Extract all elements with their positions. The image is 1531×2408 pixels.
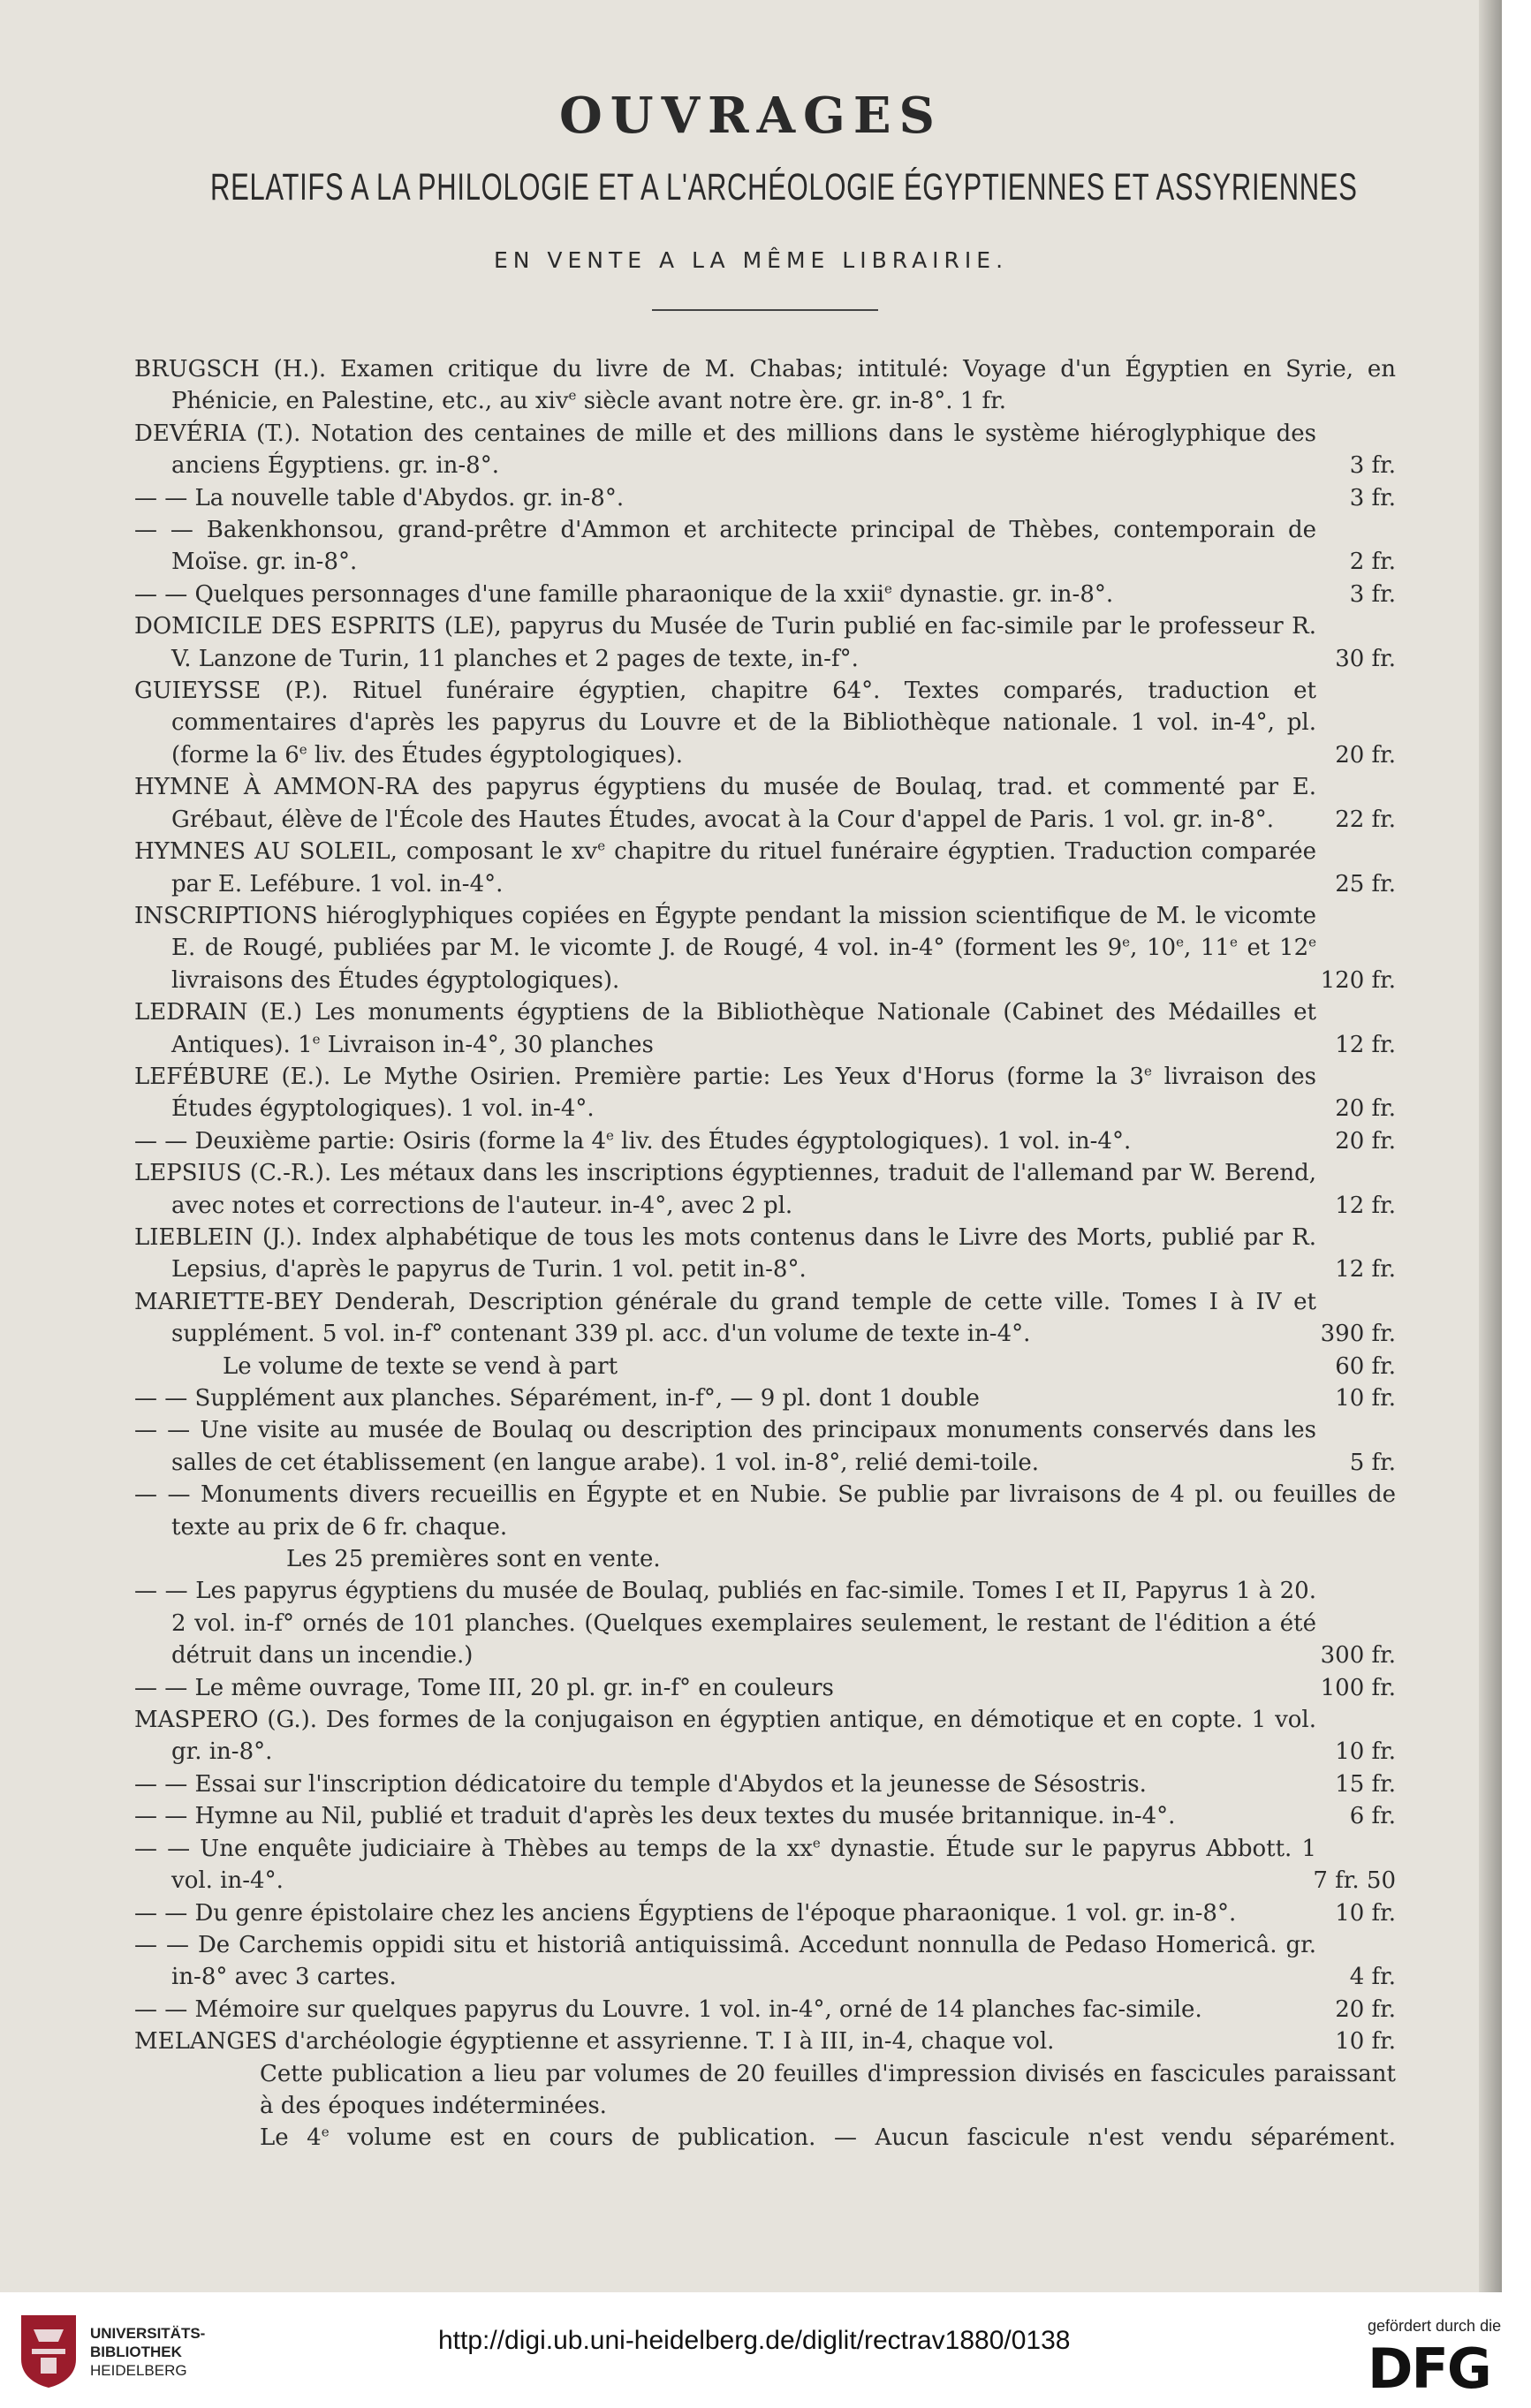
catalogue-entry	[134, 353, 1396, 418]
catalogue-entry	[134, 996, 1396, 1061]
entry-price: 30 fr.	[1335, 645, 1396, 672]
catalogue-entry	[134, 1575, 1396, 1671]
catalogue-entry	[134, 1157, 1396, 1222]
entry-text: HYMNES AU SOLEIL, composant le $xv^e$ chapitre du rituel funéraire égyptien. Traduction comparée par E. Lefébure. 1 vol. in-4°.	[134, 837, 1316, 897]
catalogue-entry	[134, 1543, 1396, 1575]
entry-text: DEVÉRIA (T.). Notation des centaines de mille et des millions dans le système hiéroglyphique des anciens Égyptiens. gr. in-8°.	[134, 420, 1316, 480]
entry-price: 2 fr.	[1349, 549, 1396, 576]
catalogue-entry	[134, 1897, 1396, 1929]
catalogue-entry	[134, 1351, 1396, 1382]
catalogue-entry	[134, 675, 1396, 771]
entry-price: 100 fr.	[1320, 1674, 1396, 1701]
entry-text: — — Mémoire sur quelques papyrus du Louvre. 1 vol. in-4°, orné de 14 planches fac-simile.	[134, 1995, 1202, 2023]
entry-text: — — Essai sur l'inscription dédicatoire du temple d'Abydos et la jeunesse de Sésostris.	[134, 1770, 1147, 1798]
entry-price: 120 fr.	[1320, 966, 1396, 994]
entry-text: — — Supplément aux planches. Séparément, in-f°, — 9 pl. dont 1 double	[134, 1385, 980, 1412]
catalogue-entry	[134, 1833, 1396, 1897]
catalogue-entry	[134, 900, 1396, 996]
entry-price: 20 fr.	[1335, 741, 1396, 769]
footer-bar	[0, 2292, 1531, 2408]
entry-price: 6 fr.	[1349, 1803, 1396, 1830]
entry-price: 10 fr.	[1335, 1899, 1396, 1927]
entry-text: — — La nouvelle table d'Abydos. gr. in-8°.	[134, 484, 625, 511]
entry-price: 60 fr.	[1335, 1352, 1396, 1380]
entry-price: 12 fr.	[1335, 1031, 1396, 1058]
entry-text: — — Le même ouvrage, Tome III, 20 pl. gr. in-f° en couleurs	[134, 1674, 834, 1701]
catalogue-entry	[134, 1286, 1396, 1351]
entry-text: — — De Carchemis oppidi situ et historiâ antiquissimâ. Accedunt nonnulla de Pedaso Homericâ. gr. in-8° avec 3 cartes.	[134, 1931, 1316, 1991]
entry-text: — — Hymne au Nil, publié et traduit d'après les deux textes du musée britannique. in-4°.	[134, 1803, 1176, 1830]
entry-text: GUIEYSSE (P.). Rituel funéraire égyptien, chapitre 64°. Textes comparés, traduction et commentaires d'après les papyrus du Louvre et de la Bibliothèque nationale. 1 vol. in-4°, pl. (forme la 6e liv. des Études égyptologiques).	[134, 678, 1316, 769]
entry-text: Le volume de texte se vend à part	[223, 1352, 618, 1380]
entry-price: 10 fr.	[1335, 2028, 1396, 2056]
entry-price: 25 fr.	[1335, 870, 1396, 897]
source-url[interactable]: http://digi.ub.uni-heidelberg.de/diglit/rectrav1880/0138	[438, 2326, 1071, 2355]
library-name-line: HEIDELBERG	[90, 2362, 187, 2379]
catalogue-entry	[134, 1479, 1396, 1543]
entry-price: 390 fr.	[1320, 1321, 1396, 1348]
catalogue-entry	[134, 1768, 1396, 1800]
catalogue-entry	[134, 1061, 1396, 1125]
entry-text: MELANGES d'archéologie égyptienne et assyrienne. T. I à III, in-4, chaque vol.	[134, 2028, 1055, 2056]
catalogue-entry	[134, 1125, 1396, 1157]
entry-text: Le 4e volume est en cours de publication. — Aucun fascicule n'est vendu séparément.	[260, 2124, 1396, 2152]
catalogue-entry	[134, 2058, 1396, 2123]
entry-price: 10 fr.	[1335, 1738, 1396, 1766]
entry-price: 20 fr.	[1335, 1127, 1396, 1155]
entry-text: MASPERO (G.). Des formes de la conjugaison en égyptien antique, en démotique et en copte. 1 vol. gr. in-8°.	[134, 1707, 1316, 1766]
entry-text: MARIETTE-BEY Denderah, Description générale du grand temple de cette ville. Tomes I à IV et supplément. 5 vol. in-f° contenant 339 pl. acc. d'un volume de texte in-4°.	[134, 1288, 1316, 1348]
dfg-logo-text: DFG	[1368, 2342, 1490, 2391]
funding-caption: gefördert durch die	[1368, 2317, 1502, 2335]
entry-price: 15 fr.	[1335, 1770, 1396, 1798]
entry-text: — — Quelques personnages d'une famille pharaonique de la xxii$^e$ dynastie. gr. in-8°.	[134, 580, 1114, 608]
catalogue-entry	[134, 610, 1396, 675]
entry-text: LEPSIUS (C.-R.). Les métaux dans les inscriptions égyptiennes, traduit de l'allemand par W. Berend, avec notes et corrections de l'auteur. in-4°, avec 2 pl.	[134, 1160, 1316, 1219]
entry-price: 10 fr.	[1335, 1385, 1396, 1412]
entry-price: 20 fr.	[1335, 1095, 1396, 1123]
catalogue-entry	[134, 1994, 1396, 2026]
entry-price: 3 fr.	[1349, 484, 1396, 511]
entry-price: 22 fr.	[1335, 806, 1396, 833]
catalogue-entry	[134, 771, 1396, 836]
entry-text: — — Monuments divers recueillis en Égypte et en Nubie. Se publie par livraisons de 4 pl. ou feuilles de texte au prix de 6 fr. chaque.	[134, 1481, 1396, 1541]
catalogue-entry	[134, 482, 1396, 514]
entry-text: — — Deuxième partie: Osiris (forme la 4e liv. des Études égyptologiques). 1 vol. in-4°.	[134, 1127, 1132, 1155]
entry-price: 4 fr.	[1349, 1964, 1396, 1991]
dfg-logo-icon	[1368, 2342, 1509, 2391]
catalogue-entry	[134, 1929, 1396, 1994]
catalogue-entry	[134, 1672, 1396, 1704]
entry-text: LEFÉBURE (E.). Le Mythe Osirien. Première partie: Les Yeux d'Horus (forme la 3e livraison des Études égyptologiques). 1 vol. in-4°.	[134, 1063, 1316, 1123]
entry-text: DOMICILE DES ESPRITS (LE), papyrus du Musée de Turin publié en fac-simile par le professeur R. V. Lanzone de Turin, 11 planches et 2 pages de texte, in-f°.	[134, 613, 1316, 672]
catalogue-entry	[134, 1382, 1396, 1414]
entry-text: LIEBLEIN (J.). Index alphabétique de tous les mots contenus dans le Livre des Morts, publié par R. Lepsius, d'après le papyrus de Turin. 1 vol. petit in-8°.	[134, 1223, 1316, 1284]
library-name-line: BIBLIOTHEK	[90, 2344, 182, 2360]
entry-text: HYMNE À AMMON-RA des papyrus égyptiens du musée de Boulaq, trad. et commenté par E. Grébaut, élève de l'École des Hautes Études, avocat à la Cour d'appel de Paris. 1 vol. gr. in-8°.	[134, 774, 1316, 833]
entry-text: Les 25 premières sont en vente.	[286, 1546, 661, 1573]
entry-text: — — Bakenkhonsou, grand-prêtre d'Ammon et architecte principal de Thèbes, contemporain de Moïse. gr. in-8°.	[134, 517, 1316, 576]
catalogue-entry	[134, 1222, 1396, 1286]
title-rule	[652, 309, 878, 311]
entry-text: — — Une visite au musée de Boulaq ou description des principaux monuments conservés dans les salles de cet établissement (en langue arabe). 1 vol. in-8°, relié demi-toile.	[134, 1417, 1316, 1476]
entry-text: — — Les papyrus égyptiens du musée de Boulaq, publiés en fac-simile. Tomes I et II, Papyrus 1 à 20. 2 vol. in-f° ornés de 101 planches. (Quelques exemplaires seulement, le restant de l'édition a été détruit dans un incendie.)	[134, 1578, 1316, 1670]
catalogue-entry	[134, 836, 1396, 900]
entry-text: BRUGSCH (H.). Examen critique du livre de M. Chabas; intitulé: Voyage d'un Égyptien en Syrie, en Phénicie, en Palestine, etc., au xiv$^e$ siècle avant notre ère. gr. in-8°. 1 fr.	[134, 356, 1396, 415]
university-library-logo-icon	[16, 2313, 81, 2389]
entry-price: 5 fr.	[1349, 1449, 1396, 1476]
catalogue-entry	[134, 418, 1396, 482]
entry-price: 300 fr.	[1320, 1642, 1396, 1670]
entry-price: 12 fr.	[1335, 1256, 1396, 1284]
page-subline: EN VENTE A LA MÊME LIBRAIRIE.	[493, 247, 1009, 273]
library-name-line: UNIVERSITÄTS-	[90, 2325, 206, 2342]
catalogue-entry	[134, 1414, 1396, 1479]
entry-price: 3 fr.	[1349, 452, 1396, 480]
catalogue-list	[134, 353, 1396, 2154]
entry-text: Cette publication a lieu par volumes de 20 feuilles d'impression divisés en fascicules paraissant à des époques indéterminées.	[260, 2060, 1396, 2119]
entry-price: 12 fr.	[1335, 1192, 1396, 1219]
entry-text: — — Du genre épistolaire chez les anciens Égyptiens de l'époque pharaonique. 1 vol. gr. in-8°.	[134, 1899, 1237, 1927]
entry-price: 7 fr. 50	[1313, 1867, 1396, 1895]
entry-price: 20 fr.	[1335, 1995, 1396, 2023]
entry-text: — — Une enquête judiciaire à Thèbes au temps de la $xx^e$ dynastie. Étude sur le papyrus Abbott. 1 vol. in-4°.	[134, 1835, 1316, 1895]
library-name	[90, 2324, 205, 2380]
catalogue-entry	[134, 514, 1396, 579]
entry-text: INSCRIPTIONS hiéroglyphiques copiées en Égypte pendant la mission scientifique de M. le vicomte E. de Rougé, publiées par M. le vicomte J. de Rougé, 4 vol. in-4° (forment les 9e, 10e, 11e et 12e livraisons des Études égyptologiques).	[134, 902, 1316, 994]
catalogue-entry	[134, 2122, 1396, 2154]
catalogue-entry	[134, 579, 1396, 610]
catalogue-entry	[134, 1704, 1396, 1768]
page-title: OUVRAGES	[558, 87, 943, 145]
entry-price: 3 fr.	[1349, 580, 1396, 608]
catalogue-entry	[134, 1800, 1396, 1832]
page-subtitle: RELATIFS A LA PHILOLOGIE ET A L'ARCHÉOLOGIE ÉGYPTIENNES ET ASSYRIENNES	[210, 166, 1358, 208]
entry-text: LEDRAIN (E.) Les monuments égyptiens de la Bibliothèque Nationale (Cabinet des Médailles et Antiques). 1e Livraison in-4°, 30 planches	[134, 999, 1316, 1058]
catalogue-entry	[134, 2026, 1396, 2057]
